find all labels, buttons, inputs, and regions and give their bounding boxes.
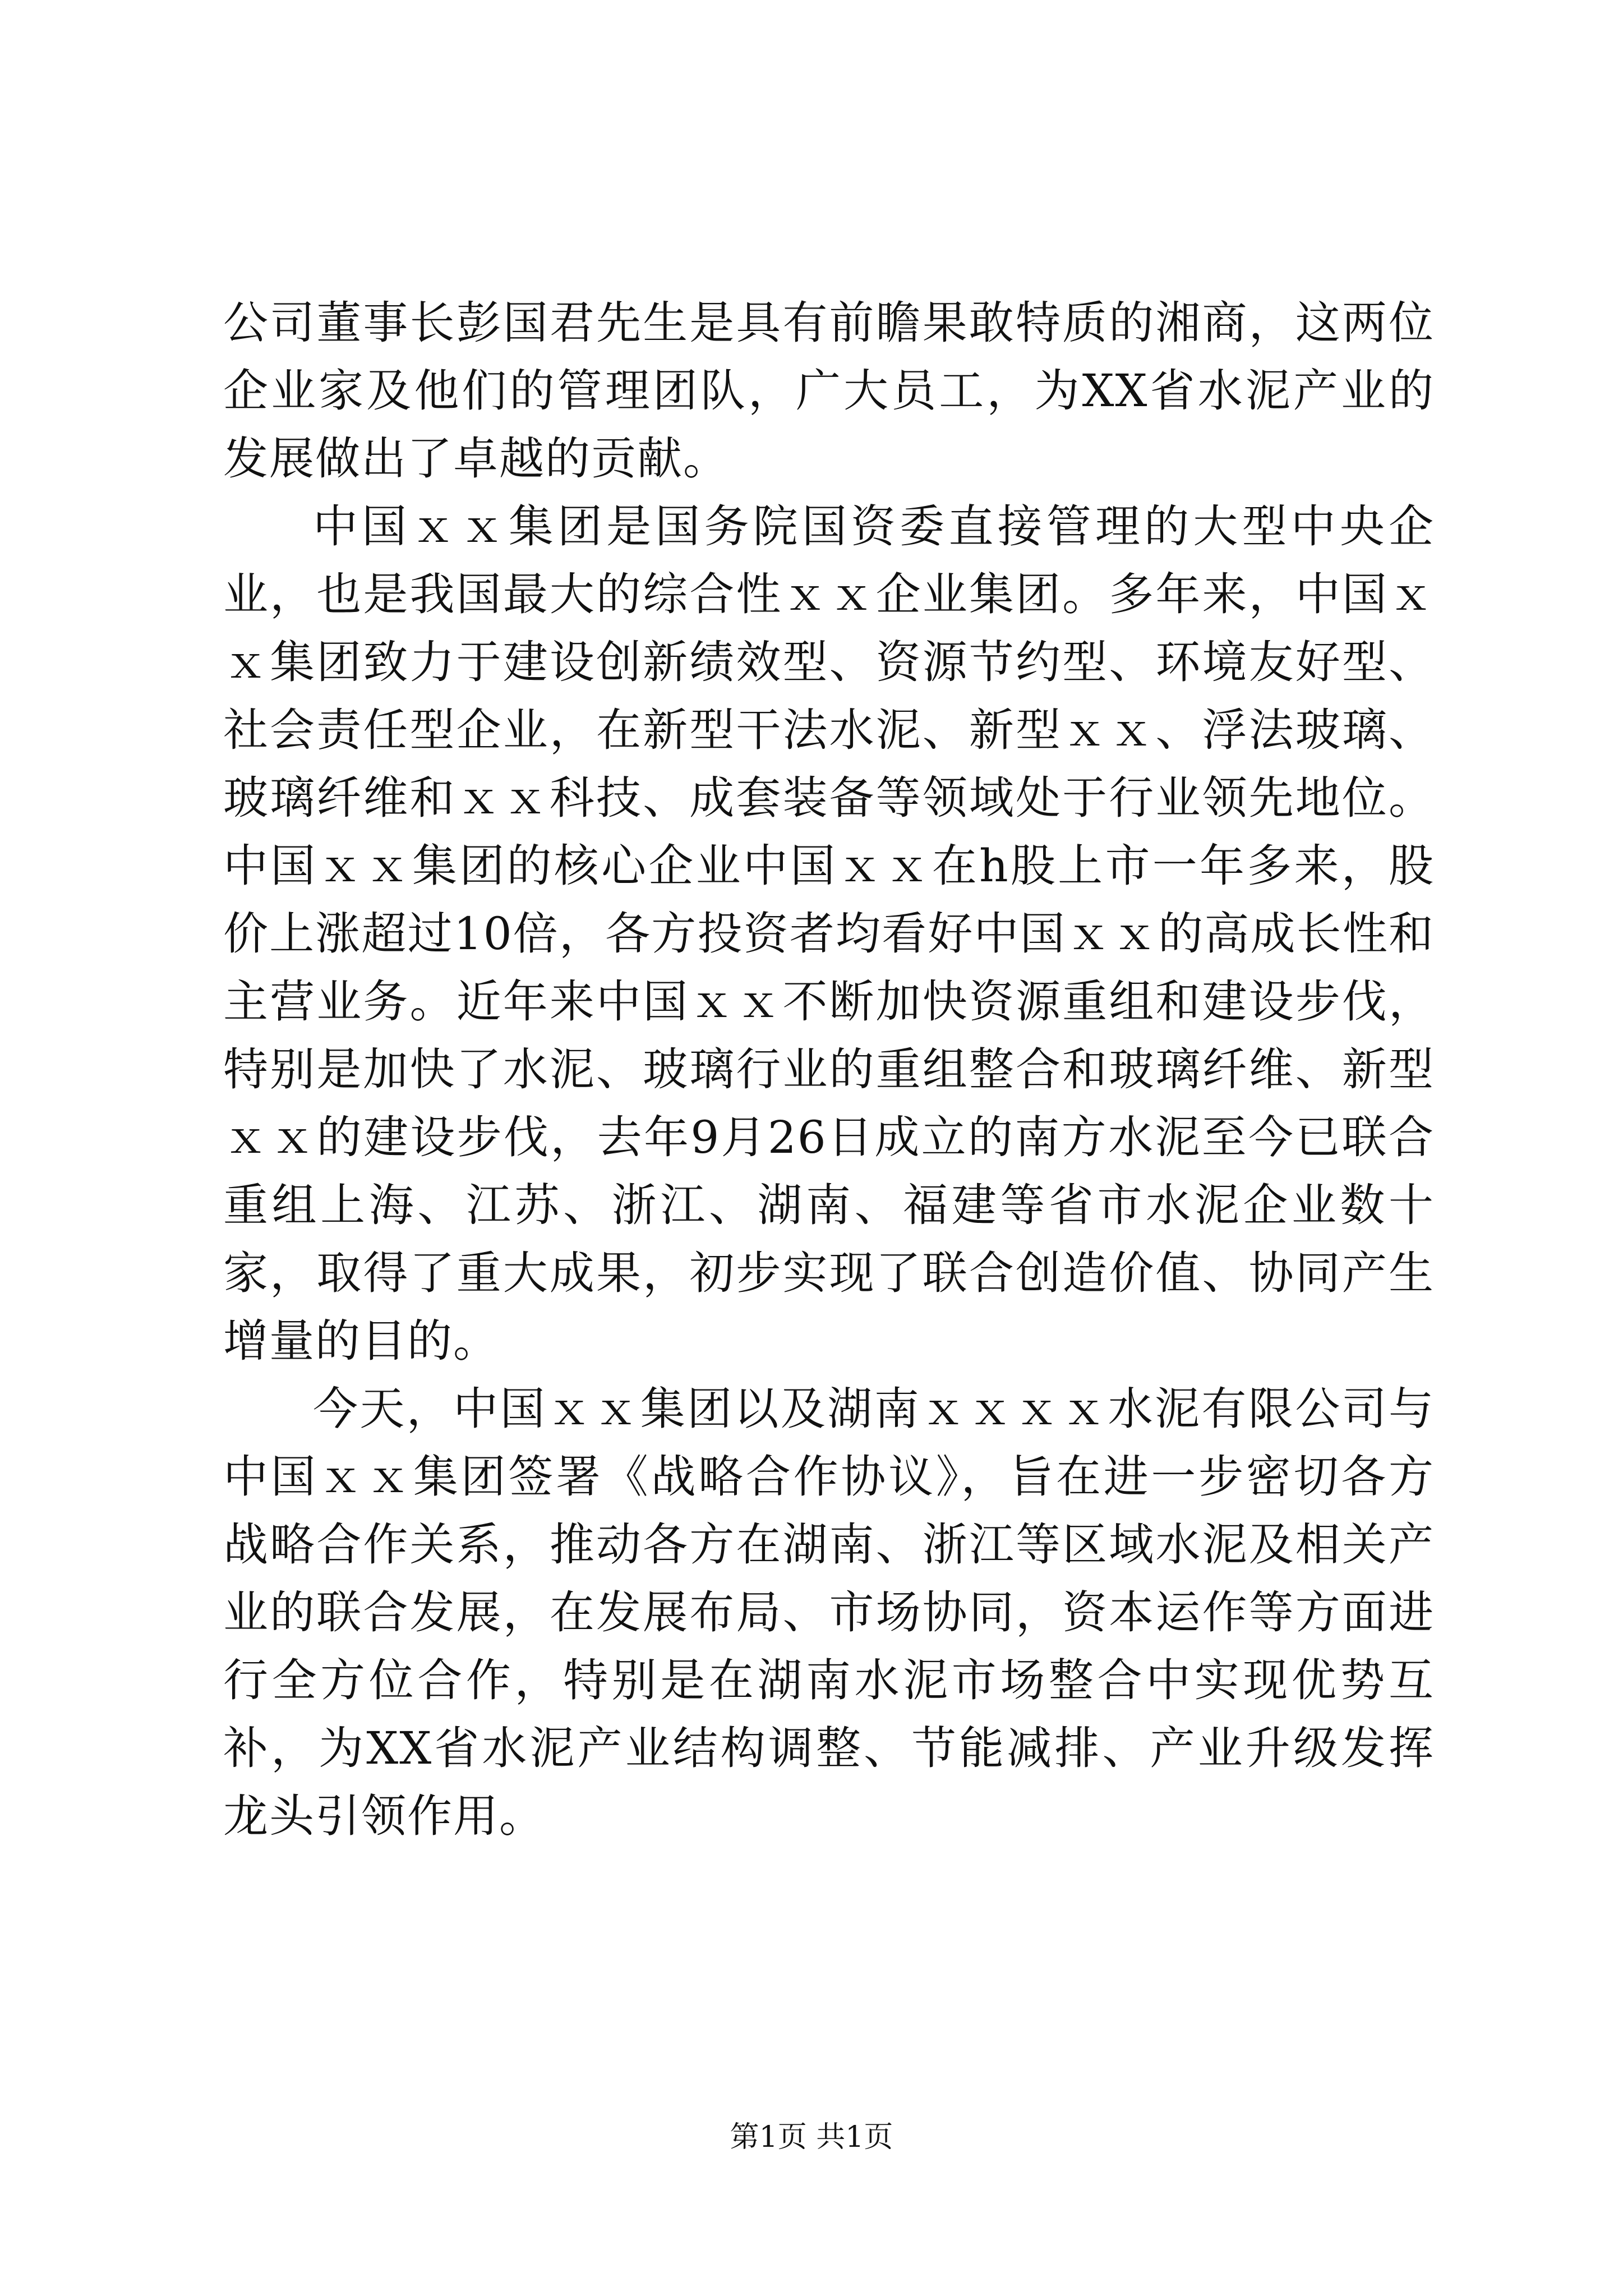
paragraph-1: 公司董事长彭国君先生是具有前瞻果敢特质的湘商，这两位企业家及他们的管理团队，广大员工，为XX省水泥产业的发展做出了卓越的贡献。 bbox=[223, 297, 1435, 485]
page-number-label: 第1页 共1页 bbox=[730, 2120, 893, 2154]
paragraph-2: 中国ｘｘ集团是国务院国资委直接管理的大型中央企业，也是我国最大的综合性ｘｘ企业集团。多年来，中国ｘｘ集团致力于建设创新绩效型、资源节约型、环境友好型、社会责任型企业，在新型干法水泥、新型ｘｘ、浮法玻璃、玻璃纤维和ｘｘ科技、成套装备等领域处于行业领先地位。中国ｘｘ集团的核心企业中国ｘｘ在h股上市一年多来，股价上涨超过10倍，各方投资者均看好中国ｘｘ的高成长性和主营业务。近年来中国ｘｘ不断加快资源重组和建设步伐，特别是加快了水泥、玻璃行业的重组整合和玻璃纤维、新型ｘｘ的建设步伐，去年9月26日成立的南方水泥至今已联合重组上海、江苏、浙江、湖南、福建等省市水泥企业数十家，取得了重大成果，初步实现了联合创造价值、协同产生增量的目的。 bbox=[223, 500, 1435, 1367]
page-footer bbox=[0, 2118, 1623, 2157]
document-body bbox=[223, 289, 1435, 1850]
paragraph-3: 今天，中国ｘｘ集团以及湖南ｘｘｘｘ水泥有限公司与中国ｘｘ集团签署《战略合作协议》，旨在进一步密切各方战略合作关系，推动各方在湖南、浙江等区域水泥及相关产业的联合发展，在发展布局、市场协同，资本运作等方面进行全方位合作，特别是在湖南水泥市场整合中实现优势互补，为XX省水泥产业结构调整、节能减排、产业升级发挥龙头引领作用。 bbox=[223, 1383, 1435, 1842]
